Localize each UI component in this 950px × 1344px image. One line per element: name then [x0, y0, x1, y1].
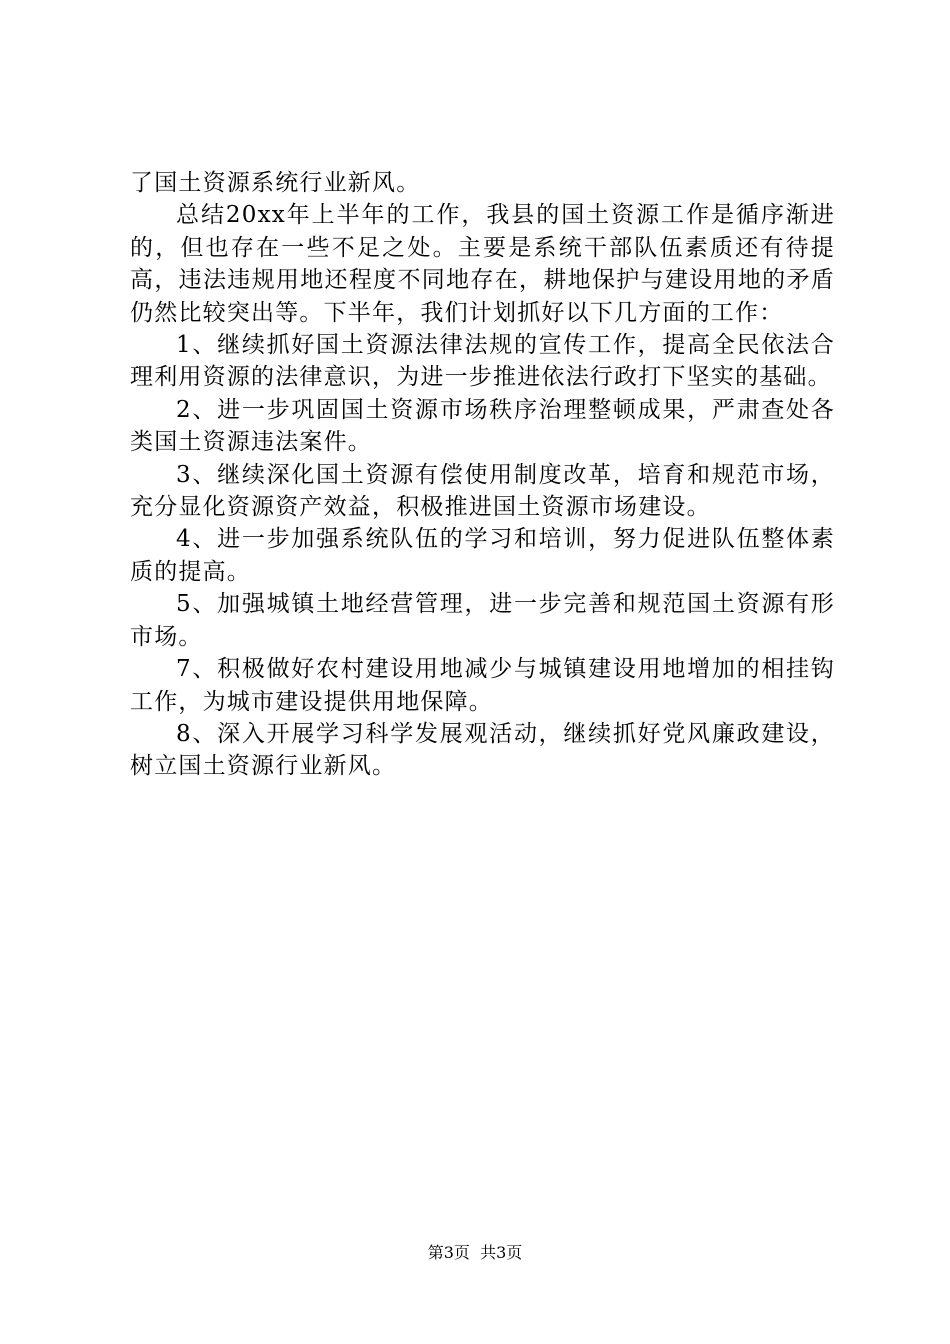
paragraph-item-7: 7、积极做好农村建设用地减少与城镇建设用地增加的相挂钩工作，为城市建设提供用地保障。 [130, 656, 835, 715]
paragraph-item-8: 8、深入开展学习科学发展观活动，继续抓好党风廉政建设，树立国土资源行业新风。 [130, 720, 835, 780]
page-footer [0, 1243, 950, 1263]
paragraph-summary: 总结20xx年上半年的工作，我县的国土资源工作是循序渐进的，但也存在一些不足之处。主要是系统干部队伍素质还有待提高，违法违规用地还程度不同地存在，耕地保护与建设用地的矛盾仍然比较突出等。下半年，我们计划抓好以下几方面的工作： [130, 202, 835, 326]
paragraph-item-3: 3、继续深化国土资源有偿使用制度改革，培育和规范市场，充分显化资源资产效益，积极推进国土资源市场建设。 [130, 461, 835, 521]
document-body [130, 167, 835, 783]
paragraph-item-4: 4、进一步加强系统队伍的学习和培训，努力促进队伍整体素质的提高。 [130, 526, 835, 585]
paragraph-item-5: 5、加强城镇土地经营管理，进一步完善和规范国土资源有形市场。 [130, 591, 835, 650]
page-number-label: 第3页 共3页 [427, 1243, 523, 1262]
paragraph-item-2: 2、进一步巩固国土资源市场秩序治理整顿成果，严肃查处各类国土资源违法案件。 [130, 396, 835, 456]
paragraph-continuation: 了国土资源系统行业新风。 [130, 170, 421, 196]
paragraph-item-1: 1、继续抓好国土资源法律法规的宣传工作，提高全民依法合理利用资源的法律意识，为进一步推进依法行政打下坚实的基础。 [130, 332, 835, 391]
